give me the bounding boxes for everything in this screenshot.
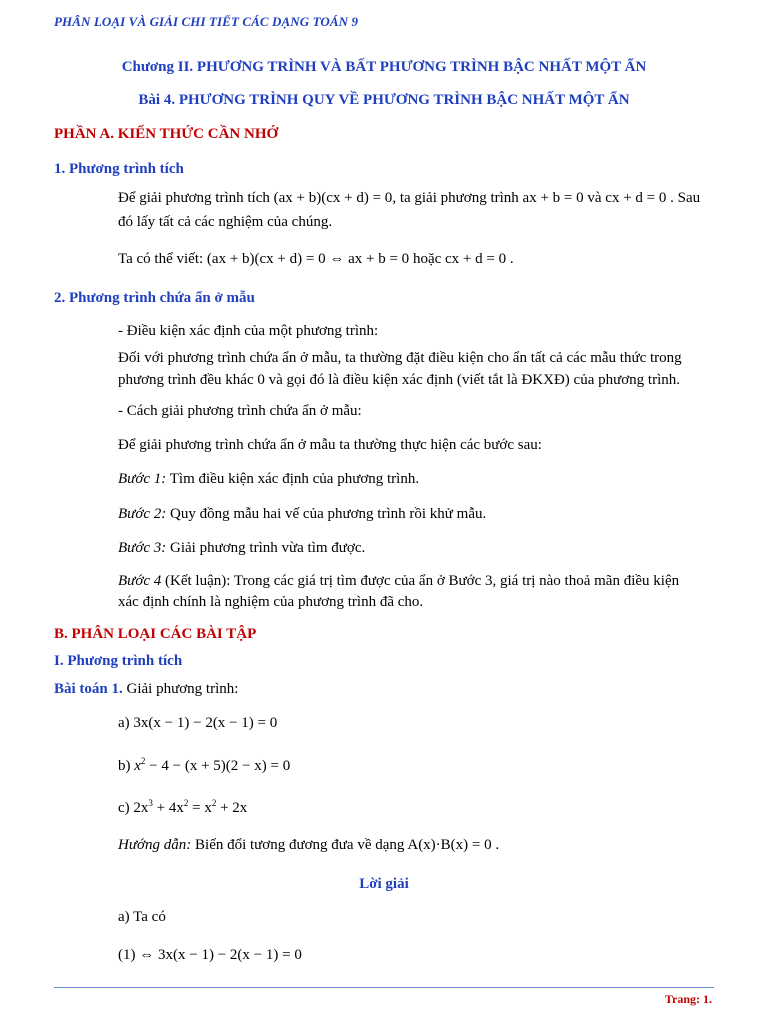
item-label: b) <box>118 758 131 774</box>
hint-label: Hướng dẫn: <box>118 837 192 853</box>
section-2-line-4: Để giải phương trình chứa ẩn ở mẫu ta thường thực hiện các bước sau: <box>118 437 542 453</box>
term: 2x <box>133 800 149 816</box>
text: và <box>587 190 602 206</box>
item-label: a) <box>118 715 130 731</box>
term: = x <box>188 800 212 816</box>
step-3 <box>118 540 365 557</box>
section-2-line-2b: phương trình đều khác 0 và gọi đó là điều kiện xác định (viết tắt là ĐKXĐ) của phương trình. <box>118 372 680 388</box>
part-a-heading: PHẦN A. KIẾN THỨC CẦN NHỚ <box>54 126 279 142</box>
running-header: PHÂN LOẠI VÀ GIẢI CHI TIẾT CÁC DẠNG TOÁN 9 <box>54 14 359 29</box>
section-2-line-2a: Đối với phương trình chứa ẩn ở mẫu, ta thường đặt điều kiện cho ẩn tất cả các mẫu thức trong <box>118 350 682 366</box>
problem-text: Giải phương trình: <box>126 681 239 697</box>
section-1-paragraph-1-line-2: đó lấy tất cả các nghiệm của chúng. <box>118 214 333 230</box>
step-label: Bước 2: <box>118 506 167 522</box>
section-1-paragraph-1 <box>118 190 700 207</box>
item-label: c) <box>118 800 130 816</box>
subsection-i-heading: I. Phương trình tích <box>54 653 183 669</box>
text: hoặc <box>412 251 442 267</box>
equation-a <box>118 715 277 732</box>
equation: cx + d = 0 . <box>445 251 514 267</box>
equation: 3x(x − 1) − 2(x − 1) = 0 <box>158 947 302 963</box>
equation-c <box>118 800 247 817</box>
exponent: 2 <box>211 798 217 808</box>
page-number: Trang: 1. <box>664 992 712 1006</box>
hint <box>118 837 499 854</box>
section-2-line-3: - Cách giải phương trình chứa ẩn ở mẫu: <box>118 403 362 419</box>
section-1-paragraph-2 <box>118 251 514 268</box>
lesson-title: Bài 4. PHƯƠNG TRÌNH QUY VỀ PHƯƠNG TRÌNH BẬC NHẤT MỘT ẨN <box>138 92 630 108</box>
footer-divider <box>54 987 714 988</box>
step-text: Quy đồng mẫu hai vế của phương trình rồi khử mẫu. <box>170 506 487 522</box>
exponent: 2 <box>140 756 146 766</box>
equation: ax + b = 0 <box>522 190 584 206</box>
problem-label: Bài toán 1. <box>54 681 123 697</box>
text: Ta có thể viết: <box>118 251 204 267</box>
step-text: (Kết luận): Trong các giá trị tìm được của ẩn ở Bước 3, giá trị nào thoả mãn điều kiện <box>165 573 680 589</box>
text: Để giải phương trình tích <box>118 190 270 206</box>
equation: cx + d = 0 <box>605 190 667 206</box>
part-b-heading: B. PHÂN LOẠI CÁC BÀI TẬP <box>54 626 257 642</box>
section-1-heading: 1. Phương trình tích <box>54 161 184 177</box>
solution-step-1 <box>118 947 302 964</box>
step-4-line-2: xác định chính là nghiệm của phương trình đã cho. <box>118 594 424 610</box>
section-2-heading: 2. Phương trình chứa ẩn ở mẫu <box>54 290 255 306</box>
exponent: 3 <box>148 798 153 808</box>
equation: 3x(x − 1) − 2(x − 1) = 0 <box>133 715 278 731</box>
step-label: (1) ⇔ <box>118 947 155 963</box>
step-4 <box>118 573 679 590</box>
section-2-line-1: - Điều kiện xác định của một phương trình: <box>118 323 379 339</box>
text: , ta giải phương trình <box>392 190 519 206</box>
equation-b <box>118 758 290 775</box>
step-1 <box>118 471 419 488</box>
step-text: Giải phương trình vừa tìm được. <box>170 540 366 556</box>
variable: x <box>134 758 141 774</box>
exponent: 2 <box>183 798 189 808</box>
text: . Sau <box>670 190 701 206</box>
equation-rest: − 4 − (x + 5)(2 − x) = 0 <box>145 758 291 774</box>
solution-title: Lời giải <box>359 876 409 892</box>
solution-a: a) Ta có <box>118 909 166 925</box>
equation: (ax + b)(cx + d) = 0 ⇔ ax + b = 0 <box>206 251 410 267</box>
hint-text: Biến đổi tương đương đưa về dạng <box>195 837 405 853</box>
step-label: Bước 3: <box>118 540 167 556</box>
equation: A(x)·B(x) = 0 . <box>407 837 500 853</box>
term: + 4x <box>152 800 184 816</box>
step-label: Bước 1: <box>118 471 167 487</box>
step-text: Tìm điều kiện xác định của phương trình. <box>169 471 420 487</box>
problem-1 <box>54 681 238 698</box>
equation: (ax + b)(cx + d) = 0 <box>273 190 393 206</box>
term: + 2x <box>216 800 248 816</box>
step-label: Bước 4 <box>118 573 162 589</box>
chapter-title: Chương II. PHƯƠNG TRÌNH VÀ BẤT PHƯƠNG TRÌNH BẬC NHẤT MỘT ẨN <box>121 59 647 75</box>
step-2 <box>118 506 486 523</box>
